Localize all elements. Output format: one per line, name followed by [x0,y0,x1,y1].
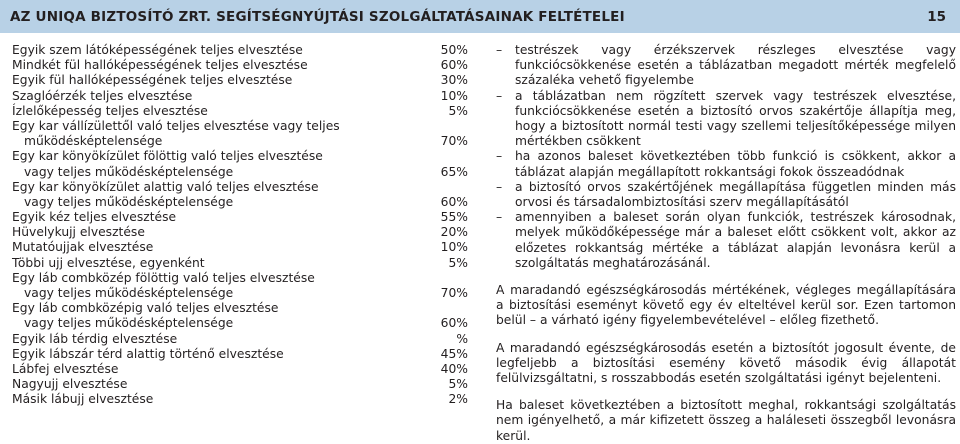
table-row [12,210,468,225]
row-percentage: 10% [440,240,468,255]
row-percentage: 70% [440,134,468,149]
list-item [496,149,956,179]
paragraph: Ha baleset következtében a biztosított meghal, rokkantsági szolgáltatás nem igényelhető, a már kifizetett összeg a haláleseti összegből levonásra kerül. [496,398,956,443]
table-row [12,225,468,240]
row-label: Ízlelőképesség teljes elvesztése [12,103,208,118]
paragraph: A maradandó egészségkárosodás mértékének, végleges megállapítására a biztosítási eseményt követő egy év elteltével kerül sor. Ezen tartomon belül – a várható igény figyelembevételével – előleg fizethető. [496,283,956,328]
row-label: Szaglóérzék teljes elvesztése [12,88,193,103]
row-label: Mutatóujjak elvesztése [12,240,154,255]
conditions-text [496,43,956,444]
disability-percentage-table [12,43,468,408]
row-percentage: % [456,331,468,346]
row-percentage: 10% [440,88,468,103]
table-row [12,104,468,119]
row-percentage: 20% [440,225,468,240]
table-row [12,332,468,347]
row-percentage: 5% [448,103,468,118]
row-percentage: 5% [448,377,468,392]
table-row [12,43,468,58]
table-row [12,362,468,377]
row-label: működésképtelensége [24,134,163,149]
row-label: Egyik szem látóképességének teljes elvesztése [12,43,303,57]
row-percentage: 45% [440,346,468,361]
list-item [496,89,956,150]
row-label: Egy kar vállízülettől való teljes elvesztése vagy teljes [12,118,340,133]
row-label: Egy kar könyökízület fölöttig való teljes elvesztése [12,149,323,164]
table-row [12,58,468,73]
list-item-text: amennyiben a baleset során olyan funkciók, testrészek károsodnak, melyek működőképessége már a baleset előtt csökkent volt, akkor az előzetes rokkantság mértéke a táblázat alapján levonásra kerül a szolgáltatás meghatározásánál. [515,210,956,270]
row-label: vagy teljes működésképtelensége [24,194,234,209]
table-row [12,392,468,407]
row-percentage: 5% [448,255,468,270]
row-percentage: 55% [440,210,468,225]
list-item [496,180,956,210]
row-percentage: 2% [448,392,468,407]
table-row [12,165,468,180]
row-label: Egyik kéz teljes elvesztése [12,210,177,225]
table-row [12,286,468,301]
row-percentage: 65% [440,164,468,179]
table-row [12,347,468,362]
row-label: Egy láb combközépig való teljes elvesztése [12,301,279,316]
list-item-text: a táblázatban nem rögzített szervek vagy testrészek elvesztése, funkciócsökkenése esetén a biztosító orvos szakértője állapítja meg, hogy a biztosított normál testi vagy szellemi teljesítőképessége milyen mértékben csökkent [515,88,956,149]
row-label: Hüvelykujj elvesztése [12,225,145,240]
dash-bullet-icon: – [496,43,503,57]
row-label: Egy kar könyökízület alattig való teljes elvesztése [12,179,319,194]
dash-bullet-icon: – [496,88,503,103]
row-percentage: 60% [440,316,468,331]
table-row [12,180,468,195]
list-item-text: ha azonos baleset következtében több funkció is csökkent, akkor a táblázat alapján megállapított rokkantsági fokok összeadódnak [515,149,956,179]
table-row [12,271,468,286]
paragraph: A maradandó egészségkárosodás esetén a biztosítót jogosult évente, de legfeljebb a biztosítási esemény követő második évig állapotát felülvizsgáltatni, s rosszabbodás esetén szolgáltatási igényt bejelenteni. [496,340,956,386]
document-title: AZ UNIQA BIZTOSÍTÓ ZRT. SEGÍTSÉGNYÚJTÁSI SZOLGÁLTATÁSAINAK FELTÉTELEI [10,9,625,25]
table-row [12,240,468,255]
list-item-text: a biztosító orvos szakértőjének megállapítása független minden más orvosi és társadalombiztosítási szerv megállapításától [515,179,956,210]
table-row [12,256,468,271]
row-label: Egyik fül hallóképességének teljes elvesztése [12,73,293,88]
row-percentage: 60% [440,194,468,209]
row-percentage: 30% [440,73,468,88]
table-row [12,301,468,316]
table-row [12,377,468,392]
table-row [12,73,468,88]
table-row [12,119,468,134]
table-row [12,149,468,164]
dash-bullet-icon: – [496,179,503,194]
dash-bullet-icon: – [496,210,503,225]
row-label: Többi ujj elvesztése, egyenként [12,255,205,270]
table-row [12,89,468,104]
row-label: Nagyujj elvesztése [12,377,128,392]
page-number: 15 [927,9,946,25]
row-percentage: 60% [440,58,468,73]
row-label: Lábfej elvesztése [12,361,119,376]
row-label: vagy teljes működésképtelensége [24,316,234,331]
list-item [496,43,956,89]
table-row [12,134,468,149]
page-header [0,0,960,33]
row-percentage: 50% [440,43,468,57]
row-label: vagy teljes működésképtelensége [24,164,234,179]
dash-bullet-icon: – [496,149,503,164]
row-label: Egyik lábszár térd alattig történő elvesztése [12,346,284,361]
row-label: vagy teljes működésképtelensége [24,286,234,300]
row-label: Másik lábujj elvesztése [12,392,154,407]
table-row [12,195,468,210]
table-row [12,316,468,331]
row-percentage: 70% [440,286,468,300]
list-item-text: testrészek vagy érzékszervek részleges elvesztése vagy funkciócsökkenése esetén a táblázatban megadott mérték megfelelő százaléka vehető figyelembe [515,43,956,88]
conditions-bullet-list [496,43,956,271]
row-label: Egyik láb térdig elvesztése [12,331,178,346]
row-label: Mindkét fül hallóképességének teljes elvesztése [12,58,308,73]
list-item [496,210,956,271]
row-percentage: 40% [440,361,468,376]
row-label: Egy láb combközép fölöttig való teljes elvesztése [12,270,315,285]
